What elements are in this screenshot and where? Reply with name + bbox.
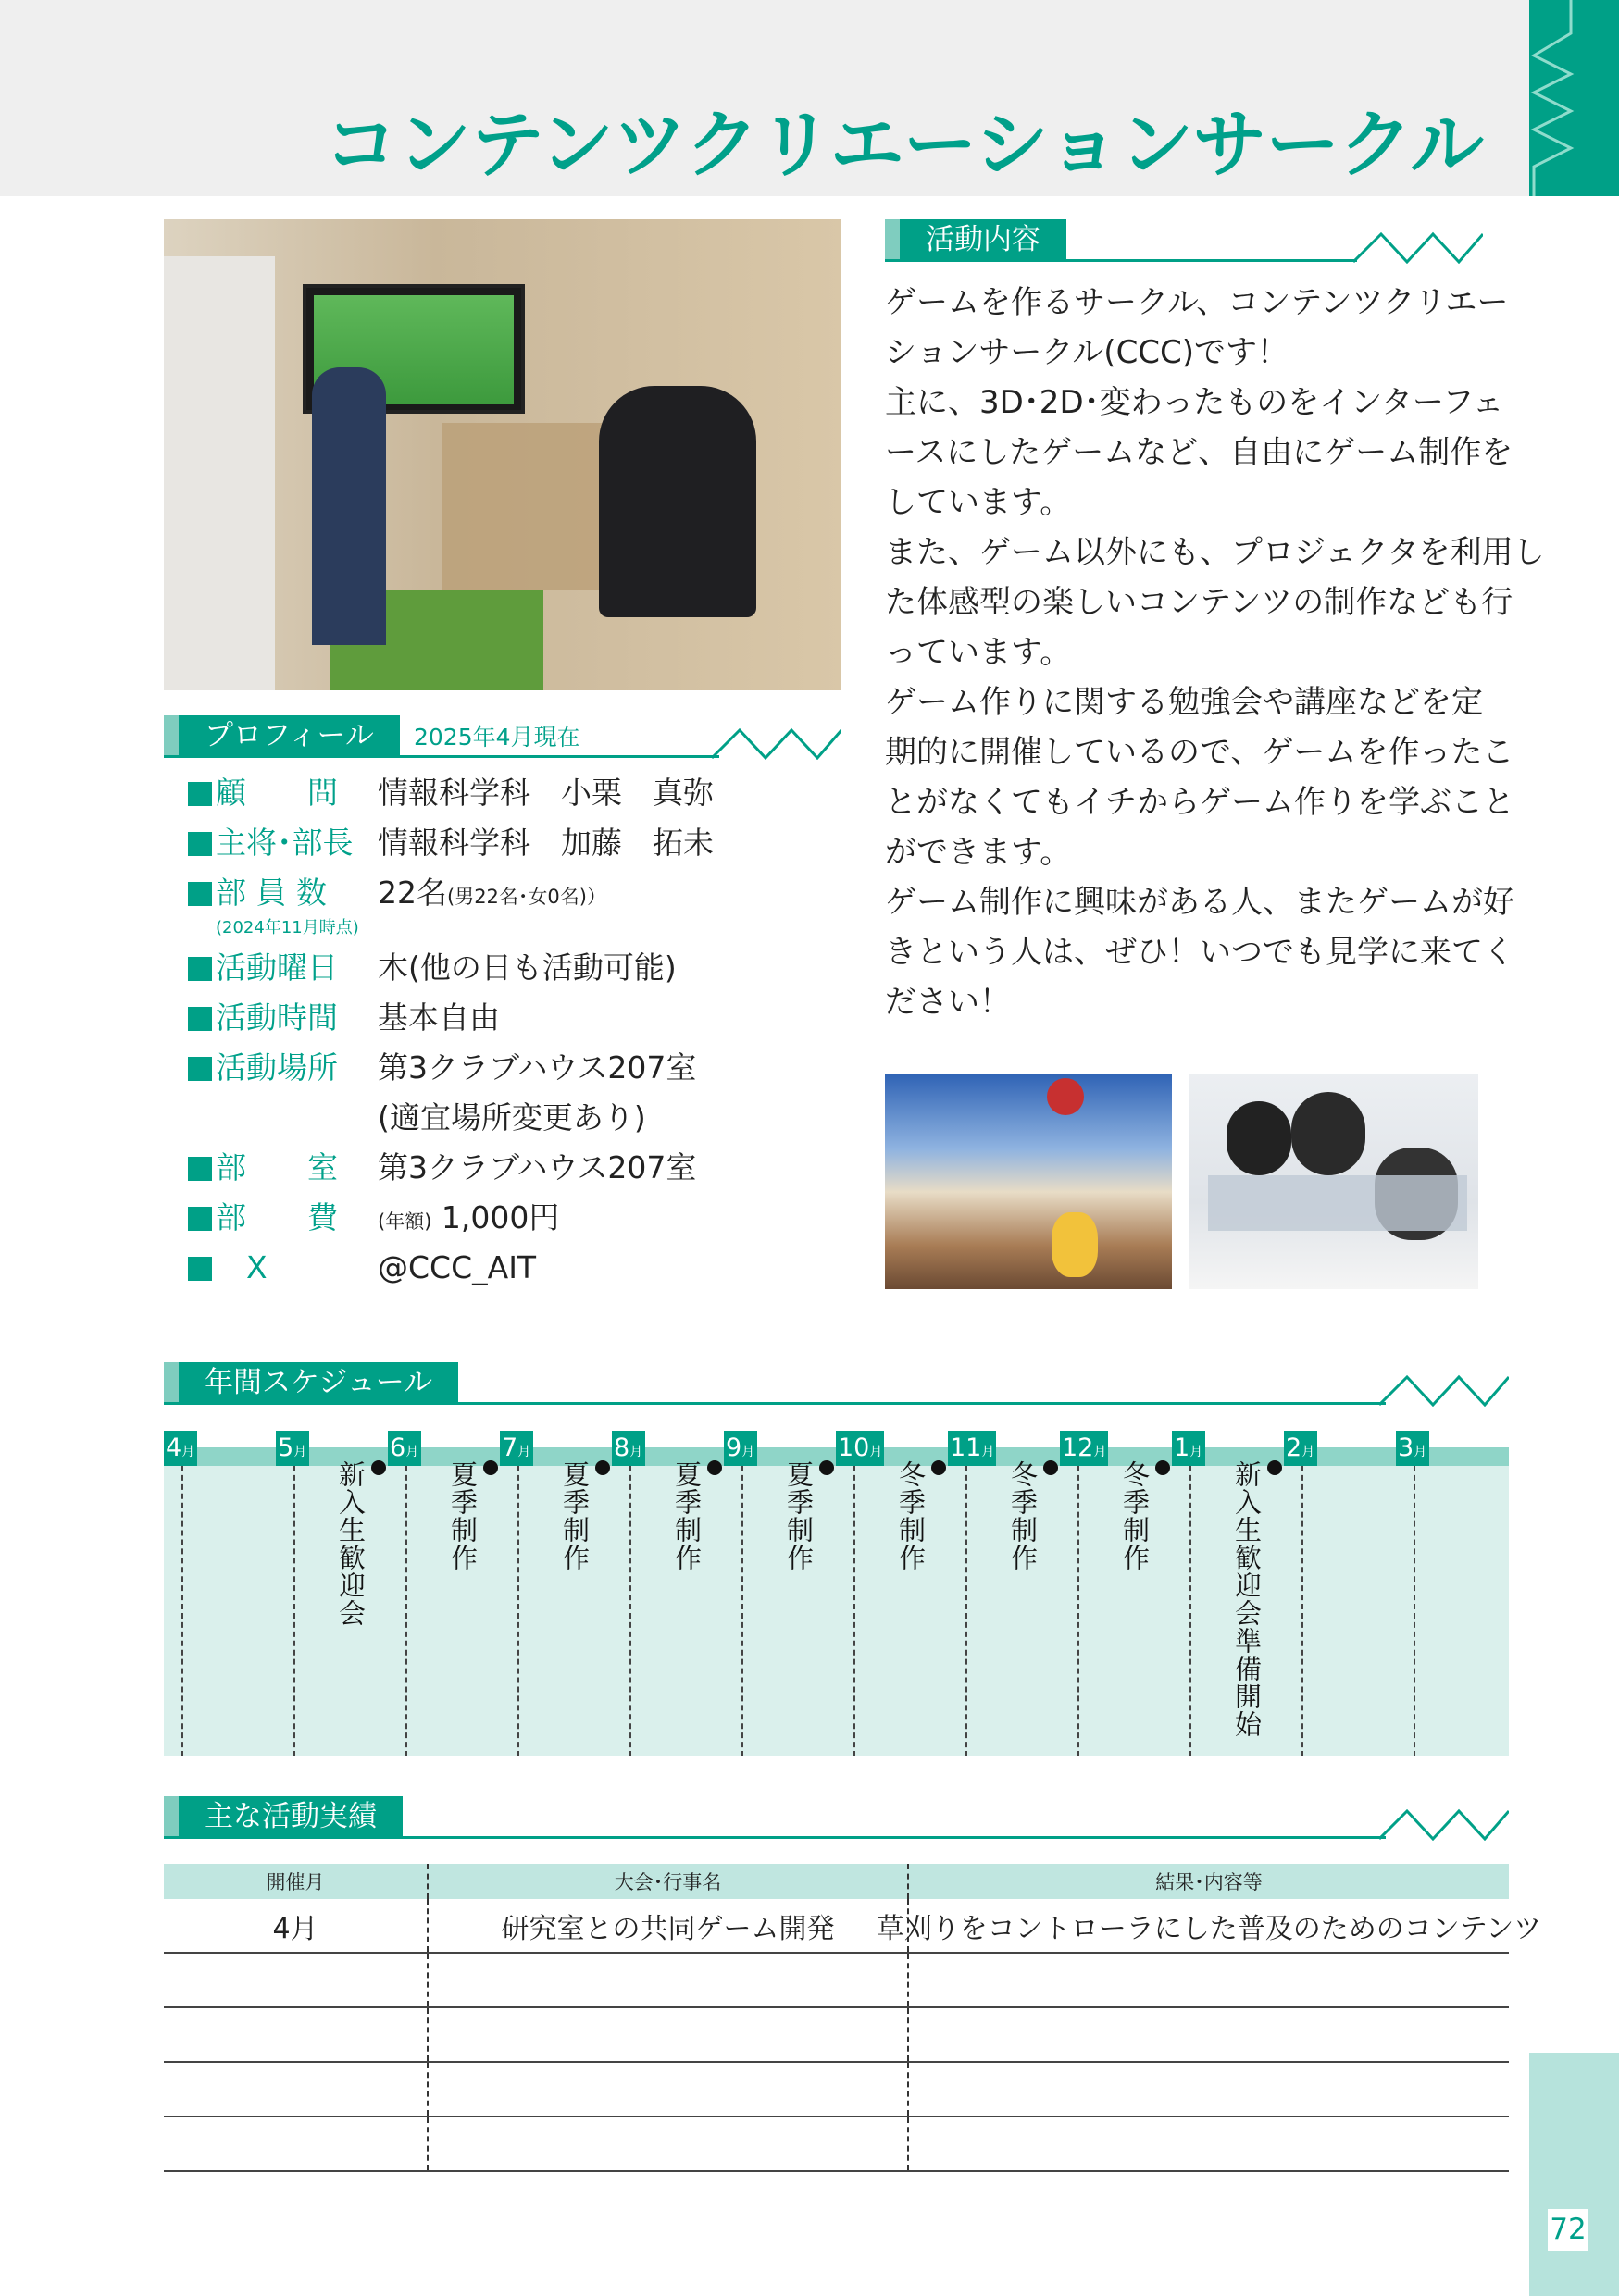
- month-column: [836, 1431, 948, 1756]
- profile-value: [378, 993, 500, 1043]
- annual-schedule-timeline: [164, 1431, 1509, 1756]
- table-cell: [427, 2063, 907, 2116]
- profile-value-line2: (適宜場所変更あり): [378, 1099, 646, 1136]
- square-bullet-icon: [188, 1157, 212, 1181]
- bullet-dot-icon: [707, 1460, 722, 1475]
- month-number: 3: [1398, 1433, 1414, 1462]
- profile-label-text: 活動曜日: [216, 949, 338, 986]
- month-column: [612, 1431, 724, 1756]
- page-number-band: [1529, 2053, 1619, 2296]
- bullet-dot-icon: [371, 1460, 386, 1475]
- bullet-dot-icon: [1267, 1460, 1282, 1475]
- bullet-dot-icon: [819, 1460, 834, 1475]
- month-suffix: 月: [629, 1445, 643, 1459]
- schedule-event: [785, 1460, 841, 1571]
- table-row: [164, 2063, 1509, 2117]
- activity-line: た体感型の楽しいコンテンツの制作なども行: [885, 584, 1513, 621]
- month-label: [836, 1431, 884, 1466]
- table-cell: [427, 2008, 907, 2061]
- event-text: 夏季制作: [783, 1460, 815, 1571]
- profile-label-text: 活動時間: [216, 999, 338, 1036]
- profile-note: (2024年11月時点): [216, 918, 359, 937]
- month-label: [500, 1431, 533, 1466]
- month-suffix: 月: [405, 1445, 419, 1459]
- profile-value: [378, 1243, 536, 1293]
- month-divider: [1301, 1466, 1303, 1756]
- profile-value-text: 第3クラブハウス207室: [378, 1149, 697, 1185]
- zigzag-icon: [1379, 1373, 1509, 1407]
- profile-value: [378, 1143, 696, 1193]
- month-label: [1284, 1431, 1317, 1466]
- profile-value-text: 情報科学科 加藤 拓未: [378, 825, 714, 861]
- month-number: 9: [726, 1433, 742, 1462]
- month-label: [1060, 1431, 1108, 1466]
- event-text: 新入生歓迎会: [335, 1460, 367, 1627]
- month-label: [276, 1431, 309, 1466]
- profile-value: [378, 818, 714, 868]
- month-divider: [517, 1466, 519, 1756]
- event-text: 夏季制作: [447, 1460, 479, 1571]
- table-cell: [164, 2063, 427, 2116]
- table-cell: [907, 2008, 1509, 2061]
- profile-value: [378, 768, 714, 818]
- event-text: 新入生歓迎会準備開始: [1231, 1460, 1263, 1738]
- bullet-dot-icon: [1043, 1460, 1058, 1475]
- activity-line: 主に、3D･2D･変わったものをインターフェ: [885, 384, 1504, 421]
- event-text: 夏季制作: [559, 1460, 591, 1571]
- table-cell: [164, 2008, 427, 2061]
- month-column: [164, 1431, 276, 1756]
- table-cell: [427, 1954, 907, 2006]
- activity-line: ゲームを作るサークル、コンテンツクリエー: [885, 284, 1509, 321]
- profile-label: [188, 868, 341, 918]
- profile-value: [378, 1193, 559, 1247]
- activity-line: ースにしたゲームなど、自由にゲーム制作を: [885, 434, 1513, 471]
- month-divider: [293, 1466, 295, 1756]
- table-row: [164, 1899, 1542, 1954]
- bullet-dot-icon: [483, 1460, 498, 1475]
- month-suffix: 月: [1414, 1445, 1427, 1459]
- profile-label-text: 活動場所: [216, 1049, 338, 1086]
- profile-value: [378, 943, 677, 993]
- table-cell: 草刈りをコントローラにした普及のためのコンテンツ: [907, 1899, 1509, 1952]
- profile-label-text: 部 室: [216, 1149, 338, 1185]
- square-bullet-icon: [188, 782, 212, 806]
- month-column: [500, 1431, 612, 1756]
- profile-value-text: 1,000円: [441, 1199, 560, 1235]
- bullet-dot-icon: [595, 1460, 610, 1475]
- month-suffix: 月: [869, 1445, 883, 1459]
- profile-value-text: 基本自由: [378, 999, 500, 1036]
- square-bullet-icon: [188, 882, 212, 906]
- activity-section-header: 活動内容: [885, 219, 1483, 262]
- schedule-event: [1121, 1460, 1177, 1571]
- month-column: [724, 1431, 836, 1756]
- square-bullet-icon: [188, 1257, 212, 1281]
- activity-line: きという人は、ぜひ！いつでも見学に来てく: [885, 934, 1514, 971]
- schedule-event: [449, 1460, 504, 1571]
- square-bullet-icon: [188, 957, 212, 981]
- activity-line: また、ゲーム以外にも、プロジェクタを利用し: [885, 534, 1545, 571]
- month-divider: [405, 1466, 407, 1756]
- results-table: [164, 1864, 1542, 2172]
- profile-value-small: (男22名･女0名)）: [447, 886, 606, 908]
- activity-line: とがなくてもイチからゲーム作りを学ぶこと: [885, 784, 1514, 821]
- members-photo: [1189, 1074, 1478, 1289]
- column-header: 開催月: [266, 1871, 325, 1893]
- profile-label: [188, 768, 341, 818]
- month-divider: [1414, 1466, 1415, 1756]
- profile-label-text: 主将･部長: [216, 825, 354, 861]
- month-label: [1172, 1431, 1205, 1466]
- month-divider: [1077, 1466, 1079, 1756]
- month-divider: [1189, 1466, 1191, 1756]
- table-cell: [164, 2117, 427, 2170]
- bullet-dot-icon: [1155, 1460, 1170, 1475]
- month-suffix: 月: [1301, 1445, 1315, 1459]
- profile-section-header: プロフィール 2025年4月現在: [164, 715, 841, 758]
- month-column: [276, 1431, 388, 1756]
- month-divider: [629, 1466, 631, 1756]
- square-bullet-icon: [188, 1207, 212, 1231]
- month-suffix: 月: [981, 1445, 995, 1459]
- bullet-dot-icon: [931, 1460, 946, 1475]
- month-divider: [741, 1466, 743, 1756]
- activity-line: 期的に開催しているので、ゲームを作ったこ: [885, 734, 1514, 771]
- month-number: 1: [1174, 1433, 1190, 1462]
- activity-line: ができます。: [885, 834, 1072, 871]
- month-column: [388, 1431, 500, 1756]
- schedule-event: [1009, 1460, 1065, 1571]
- table-cell: [164, 1954, 427, 2006]
- table-header-row: [164, 1864, 1509, 1899]
- table-cell: [907, 1954, 1509, 2006]
- month-number: 4: [166, 1433, 182, 1462]
- profile-label: [188, 993, 341, 1043]
- zigzag-icon: [1353, 230, 1483, 264]
- page-title: コンテンツクリエーションサークル: [324, 102, 1483, 188]
- side-tab: [1529, 0, 1619, 196]
- table-row: [164, 1954, 1509, 2008]
- game-screenshot-photo: [885, 1074, 1172, 1289]
- activity-line: ゲーム制作に興味がある人、またゲームが好: [885, 884, 1514, 921]
- month-number: 5: [278, 1433, 294, 1462]
- column-header: 大会･行事名: [427, 1864, 907, 1899]
- schedule-event: [337, 1460, 392, 1627]
- table-cell: 4月: [272, 1912, 318, 1945]
- table-cell: [427, 2117, 907, 2170]
- schedule-event: [1233, 1460, 1289, 1738]
- profile-label: [188, 818, 354, 868]
- zigzag-icon: [712, 726, 841, 760]
- month-number: 7: [502, 1433, 518, 1462]
- table-cell: [907, 2117, 1509, 2170]
- profile-label-text: 顧 問: [216, 775, 338, 811]
- month-number: 11: [950, 1433, 982, 1462]
- column-header: 結果･内容等: [907, 1864, 1509, 1899]
- month-column: [1396, 1431, 1508, 1756]
- month-column: [1060, 1431, 1172, 1756]
- activity-line: ゲーム作りに関する勉強会や講座などを定: [885, 684, 1483, 721]
- event-text: 夏季制作: [671, 1460, 703, 1571]
- month-suffix: 月: [1093, 1445, 1107, 1459]
- month-column: [1172, 1431, 1284, 1756]
- month-number: 2: [1286, 1433, 1302, 1462]
- activity-line: しています。: [885, 484, 1072, 521]
- table-row: [164, 2008, 1509, 2063]
- month-label: [948, 1431, 996, 1466]
- month-number: 10: [838, 1433, 870, 1462]
- profile-value: [378, 868, 606, 922]
- month-divider: [181, 1466, 183, 1756]
- profile-label-text: X: [216, 1249, 268, 1285]
- month-label: [1396, 1431, 1429, 1466]
- month-suffix: 月: [1189, 1445, 1203, 1459]
- table-row: [164, 2117, 1509, 2172]
- month-column: [1284, 1431, 1396, 1756]
- activity-line: っています。: [885, 634, 1072, 671]
- month-number: 6: [390, 1433, 406, 1462]
- profile-label-text: 部 員 数: [216, 875, 327, 911]
- profile-label: [188, 1193, 341, 1243]
- month-suffix: 月: [293, 1445, 307, 1459]
- month-divider: [853, 1466, 855, 1756]
- profile-value: [378, 1043, 696, 1093]
- zigzag-icon: [1379, 1807, 1509, 1841]
- square-bullet-icon: [188, 832, 212, 856]
- profile-label: [188, 1043, 341, 1093]
- profile-label: [188, 1243, 341, 1293]
- month-suffix: 月: [741, 1445, 755, 1459]
- schedule-event: [897, 1460, 953, 1571]
- activity-description: [885, 278, 1545, 1027]
- results-section-header: 主な活動実績: [164, 1796, 1509, 1839]
- month-label: [724, 1431, 757, 1466]
- month-suffix: 月: [517, 1445, 531, 1459]
- profile-label-text: 部 費: [216, 1199, 338, 1235]
- square-bullet-icon: [188, 1057, 212, 1081]
- profile-value-text: 第3クラブハウス207室: [378, 1049, 697, 1086]
- event-text: 冬季制作: [1119, 1460, 1151, 1571]
- profile-label: [188, 1143, 341, 1193]
- month-suffix: 月: [181, 1445, 195, 1459]
- profile-value-text: 情報科学科 小栗 真弥: [378, 775, 714, 811]
- profile-value-small: (年額): [378, 1210, 432, 1233]
- month-label: [388, 1431, 421, 1466]
- profile-label: [188, 943, 341, 993]
- profile-value-text: 22名: [378, 875, 447, 911]
- profile-date: 2025年4月現在: [414, 724, 580, 751]
- profile-value-text: @CCC_AIT: [378, 1249, 537, 1285]
- square-bullet-icon: [188, 1007, 212, 1031]
- schedule-event: [561, 1460, 616, 1571]
- schedule-section-header: 年間スケジュール: [164, 1362, 1509, 1405]
- month-number: 12: [1062, 1433, 1094, 1462]
- month-number: 8: [614, 1433, 630, 1462]
- month-divider: [965, 1466, 967, 1756]
- profile-value-text: 木(他の日も活動可能): [378, 949, 677, 986]
- schedule-event: [673, 1460, 729, 1571]
- event-text: 冬季制作: [1007, 1460, 1039, 1571]
- page-number: 72: [1548, 2209, 1588, 2251]
- event-text: 冬季制作: [895, 1460, 927, 1571]
- activity-line: ションサークル(CCC)です！: [885, 334, 1289, 371]
- month-label: [612, 1431, 645, 1466]
- table-cell: 研究室との共同ゲーム開発: [427, 1899, 907, 1952]
- activity-line: ださい！: [885, 984, 1011, 1021]
- zigzag-decoration-icon: [1529, 0, 1619, 196]
- month-column: [948, 1431, 1060, 1756]
- main-photo: [164, 219, 841, 690]
- table-cell: [907, 2063, 1509, 2116]
- month-label: [164, 1431, 197, 1466]
